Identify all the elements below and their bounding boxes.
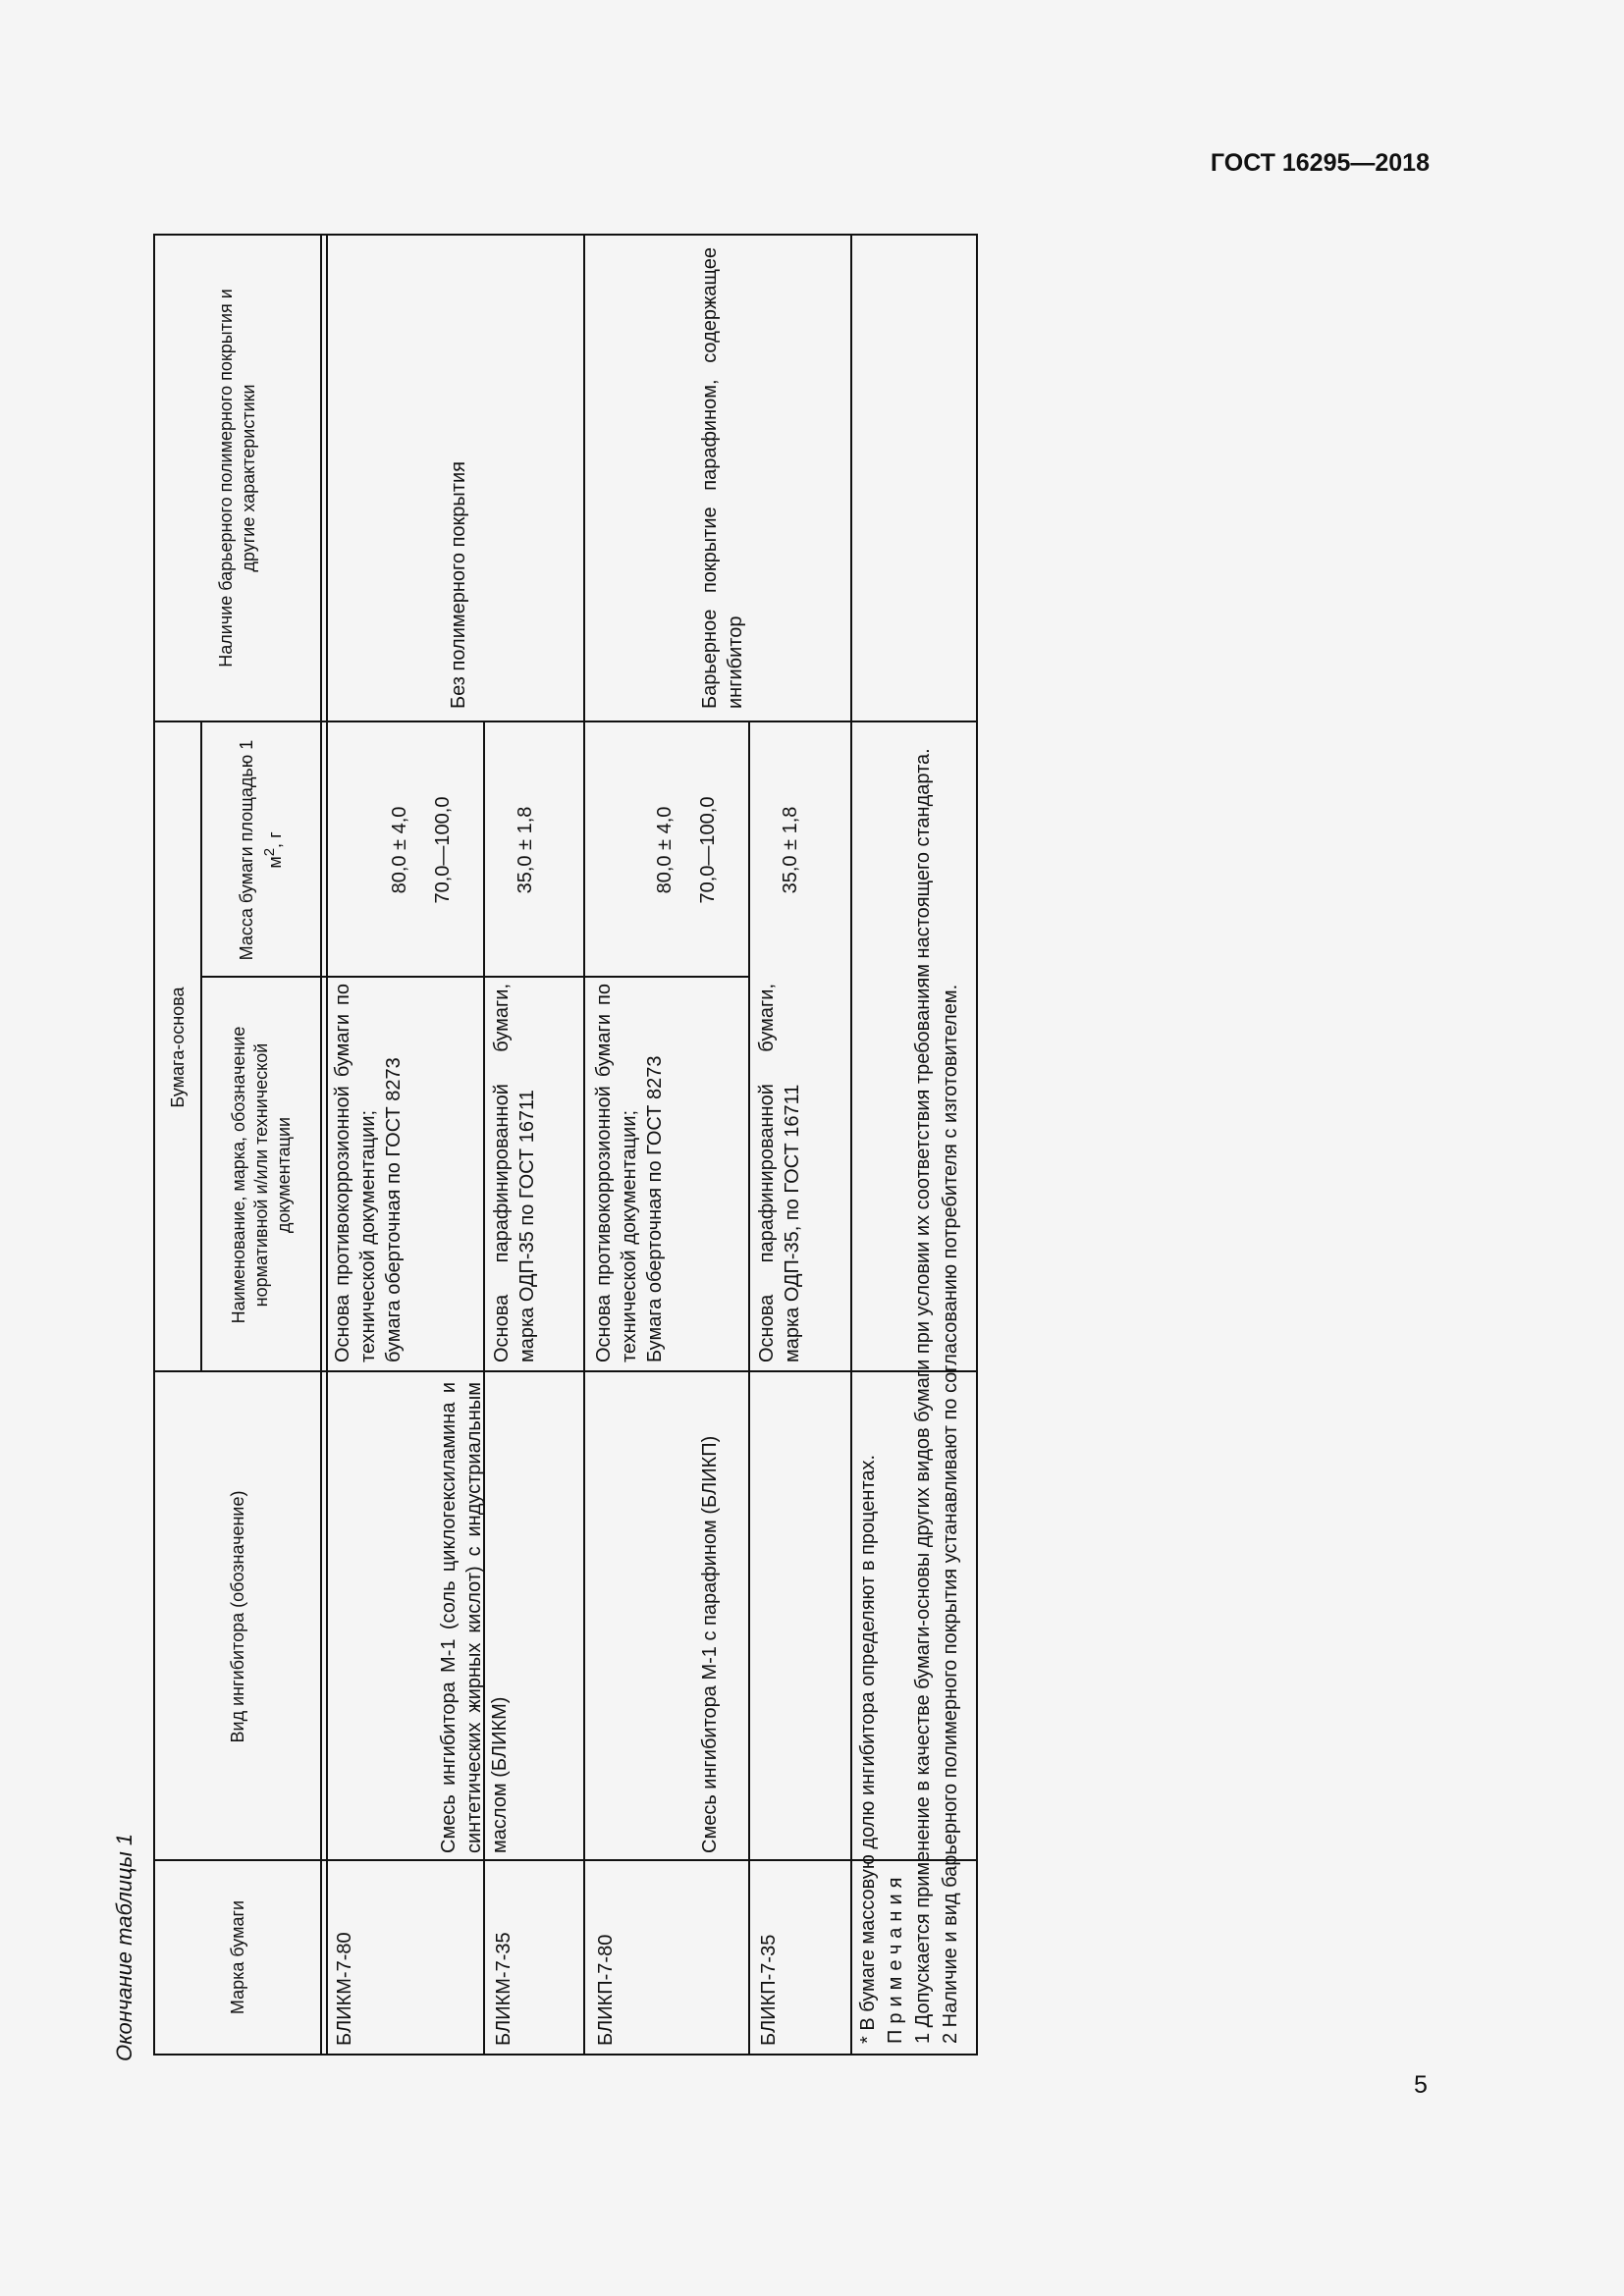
header-grade: Марка бумаги xyxy=(227,1899,247,2015)
header-base-mass-sup: 2 xyxy=(261,847,278,857)
coating-cell xyxy=(697,247,748,709)
data-table xyxy=(153,234,978,2056)
table-notes xyxy=(854,238,964,2044)
page-number: 5 xyxy=(1414,2071,1428,2099)
grade-cell: БЛИКМ-7-80 xyxy=(334,1932,355,2046)
header-inhibitor-type: Вид ингибитора (обозначение) xyxy=(227,1490,247,1743)
table-caption: Окончание таблицы 1 xyxy=(112,1833,136,2061)
mass-b: 70,0—100,0 xyxy=(432,796,454,904)
grade-cell: БЛИКМ-7-35 xyxy=(493,1932,514,2046)
base-name-a: Основа противокоррозионной бумаги по технической документации; xyxy=(593,984,640,1362)
mass-a: 80,0 ± 4,0 xyxy=(389,806,410,894)
inhibitor-text: Смесь ингибитора М-1 с парафином (БЛИКП) xyxy=(699,1435,721,1853)
header-base-mass-unit: , г xyxy=(265,831,285,848)
base-name-cell xyxy=(591,984,668,1362)
header-base-paper: Бумага-основа xyxy=(167,987,188,1108)
note-item: 2 Наличие и вид барьерного полимерного покрытия устанавливают по согласованию потребителя с изготовителем. xyxy=(940,984,961,2044)
grade-cell: БЛИКП-7-35 xyxy=(758,1934,780,2046)
base-name-cell xyxy=(754,984,805,1362)
grade-cell: БЛИКП-7-80 xyxy=(595,1934,617,2046)
base-name-a: Основа противокоррозионной бумаги по технической документации; xyxy=(332,984,379,1362)
coating-text: Барьерное покрытие парафином, содержащее ингибитор xyxy=(699,247,746,709)
row-divider xyxy=(850,236,852,2054)
mass-b: 70,0—100,0 xyxy=(697,796,719,904)
notes-title: Примечания xyxy=(885,1871,906,2044)
header-base-mass-text: Масса бумаги площадью 1 м xyxy=(237,739,285,961)
row-divider xyxy=(583,236,585,2054)
base-name-a: Основа парафинированной бумаги, марка ОДП-35 по ГОСТ 16711 xyxy=(491,984,538,1362)
base-name-a: Основа парафинированной бумаги, марка ОДП-35, по ГОСТ 16711 xyxy=(756,984,803,1362)
base-name-cell xyxy=(489,984,540,1362)
row-divider xyxy=(748,722,750,2054)
footnote: * В бумаге массовую долю ингибитора определяют в процентах. xyxy=(857,1454,879,2044)
inhibitor-cell xyxy=(436,1382,577,1853)
rotated-table-block xyxy=(98,226,982,2071)
header-divider xyxy=(326,236,328,2054)
inhibitor-text: Смесь ингибитора М-1 (соль циклогексиламина и синтетических жирных кислот) с индустриальным маслом (БЛИКМ) xyxy=(438,1382,511,1853)
mass-cell: 35,0 ± 1,8 xyxy=(514,806,536,894)
base-name-b: Бумага оберточная по ГОСТ 8273 xyxy=(644,1055,666,1362)
mass-a: 80,0 ± 4,0 xyxy=(654,806,676,894)
header-base-name: Наименование, марка, обозначение нормативной и/или технической документации xyxy=(228,1026,294,1324)
inhibitor-cell xyxy=(697,1382,723,1853)
base-name-b: бумага оберточная по ГОСТ 8273 xyxy=(383,1057,405,1362)
header-coating: Наличие барьерного полимерного покрытия и другие характеристики xyxy=(216,289,258,667)
mass-cell: 35,0 ± 1,8 xyxy=(780,806,801,894)
base-name-cell xyxy=(330,984,406,1362)
header-divider xyxy=(320,236,322,2054)
coating-cell: Без полимерного покрытия xyxy=(448,461,469,709)
mass-cell xyxy=(652,726,721,974)
header-base-mass xyxy=(202,726,320,974)
col-divider xyxy=(155,721,976,722)
note-item: 1 Допускается применение в качестве бумаги-основы других видов бумаги при условии их соответствия требованиям настоящего стандарта. xyxy=(912,748,934,2044)
standard-designation: ГОСТ 16295—2018 xyxy=(1210,149,1430,177)
mass-cell xyxy=(387,726,456,974)
col-divider xyxy=(200,976,750,978)
